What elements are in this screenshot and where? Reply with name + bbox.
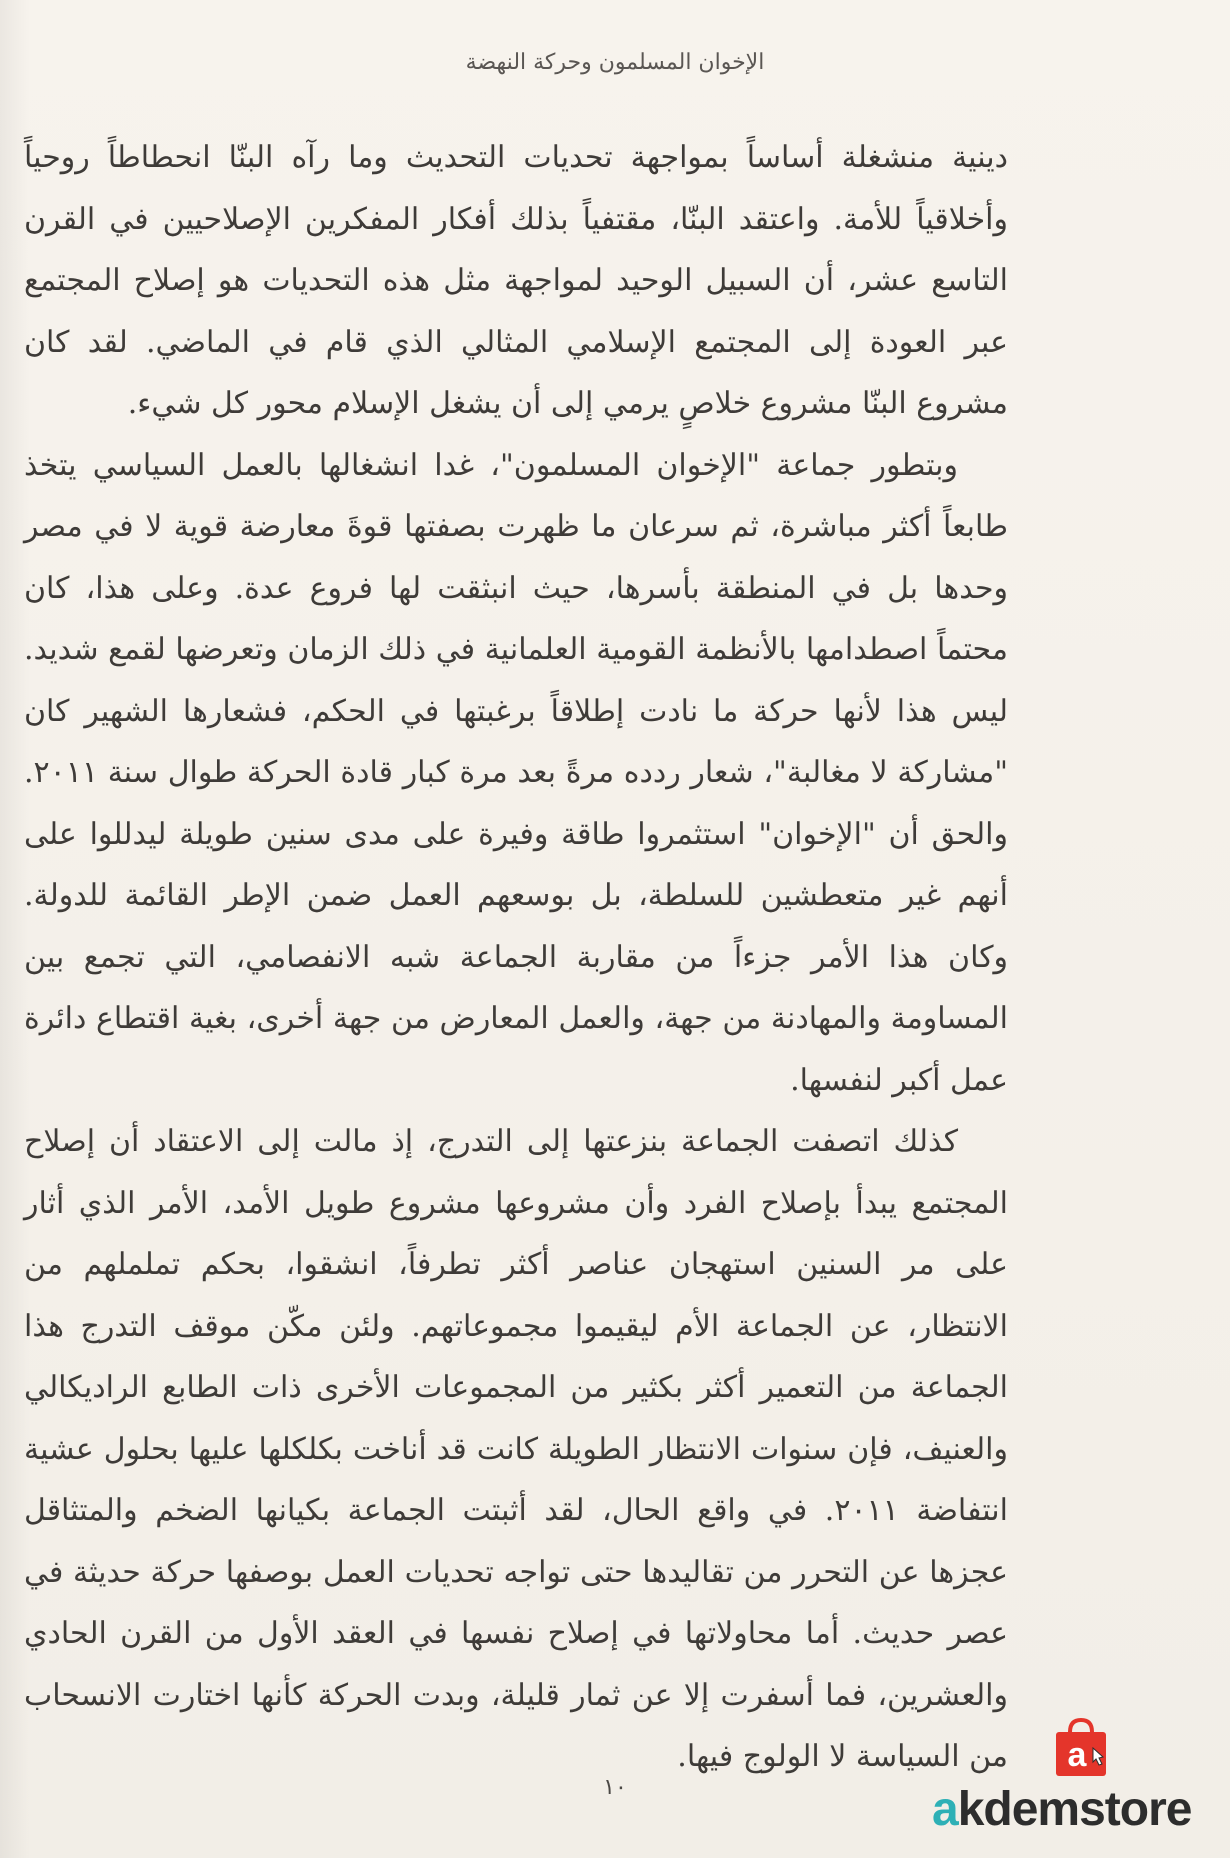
paragraph-1: دينية منشغلة أساساً بمواجهة تحديات التحديث وما رآه البنّا انحطاطاً روحياً وأخلاقياً للأمة. واعتقد البنّا، مقتفياً بذلك أفكار المفكرين الإصلاحيين في القرن التاسع عشر، أن السبيل الوحيد لمواجهة مثل هذه التحديات هو إصلاح المجتمع عبر العودة إلى المجتمع الإسلامي المثالي الذي قام في الماضي. لقد كان مشروع البنّا مشروع خلاصٍ يرمي إلى أن يشغل الإسلام محور كل شيء. — [24, 140, 1009, 421]
paragraph-2: وبتطور جماعة "الإخوان المسلمون"، غدا انشغالها بالعمل السياسي يتخذ طابعاً أكثر مباشرة، ثم سرعان ما ظهرت بصفتها قوةَ معارضة قوية لا في مصر وحدها بل في المنطقة بأسرها، حيث انبثقت لها فروع عدة. وعلى هذا، كان محتماً اصطدامها بالأنظمة القومية العلمانية في ذلك الزمان وتعرضها لقمع شديد. ليس هذا لأنها حركة ما نادت إطلاقاً برغبتها في الحكم، فشعارها الشهير كان "مشاركة لا مغالبة"، شعار ردده مرةً بعد مرة كبار قادة الحركة طوال سنة ٢٠١١. والحق أن "الإخوان" استثمروا طاقة وفيرة على مدى سنين طويلة ليدللوا على أنهم غير متعطشين للسلطة، بل بوسعهم العمل ضمن الإطر القائمة للدولة. وكان هذا الأمر جزءاً من مقاربة الجماعة شبه الانفصامي، التي تجمع بين المساومة والمهادنة من جهة، والعمل المعارض من جهة أخرى، بغية اقتطاع دائرة عمل أكبر لنفسها. — [24, 447, 1008, 1098]
bag-letter: a — [1067, 1736, 1087, 1774]
body-text — [24, 127, 1008, 1788]
page-number: ١٠ — [603, 1775, 627, 1800]
shopping-bag-a-icon — [1046, 1718, 1116, 1778]
store-logo-graphic — [1046, 1718, 1116, 1778]
brand-rest: kdemstore — [957, 1783, 1192, 1836]
paragraph-3: كذلك اتصفت الجماعة بنزعتها إلى التدرج، إذ مالت إلى الاعتقاد أن إصلاح المجتمع يبدأ بإصلاح الفرد وأن مشروعها مشروع طويل الأمد، الأمر الذي أثار على مر السنين استهجان عناصر أكثر تطرفاً، انشقوا، بحكم تململهم من الانتظار، عن الجماعة الأم ليقيموا مجموعاتهم. ولئن مكّن موقف التدرج هذا الجماعة من التعمير أكثر بكثير من المجموعات الأخرى ذات الطابع الراديكالي والعنيف، فإن سنوات الانتظار الطويلة كانت قد أناخت بكلكلها عليها بحلول عشية انتفاضة ٢٠١١. في واقع الحال، لقد أثبتت الجماعة بكيانها الضخم والمتثاقل عجزها عن التحرر من تقاليدها حتى تواجه تحديات العمل بوصفها حركة حديثة في عصر حديث. أما محاولاتها في إصلاح نفسها في العقد الأول من القرن الحادي والعشرين، فما أسفرت إلا عن ثمار قليلة، وبدت الحركة كأنها اختارت الانسحاب من السياسة لا الولوج فيها. — [24, 1124, 1009, 1774]
store-watermark — [932, 1782, 1222, 1842]
brand-a: a — [932, 1783, 958, 1836]
bag-handle — [1070, 1720, 1092, 1732]
running-header: الإخوان المسلمون وحركة النهضة — [465, 50, 765, 75]
